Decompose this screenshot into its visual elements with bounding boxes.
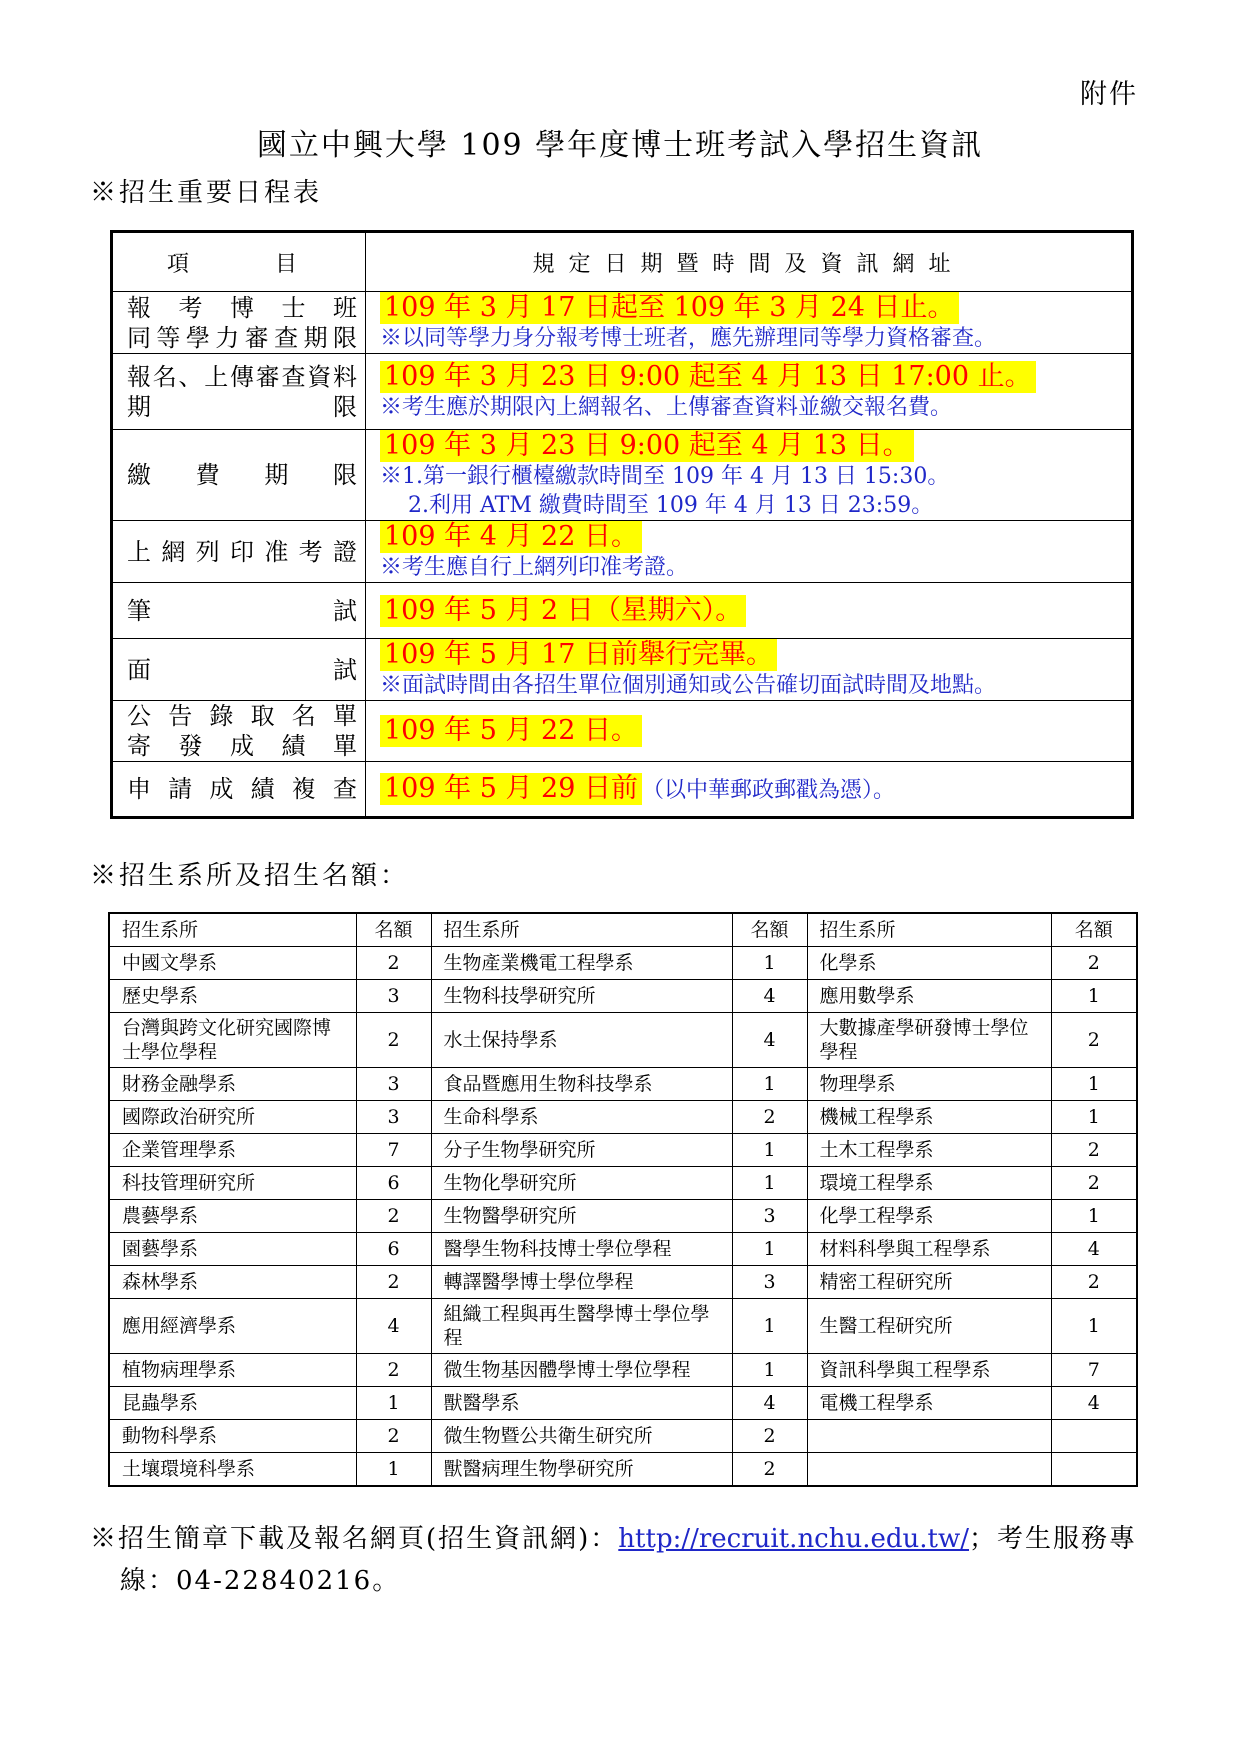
schedule-item [112, 430, 366, 521]
quota-dept: 土壤環境科學系 [109, 1453, 356, 1487]
schedule-item [112, 762, 366, 818]
schedule-item-line: 寄發成績單 [127, 732, 357, 760]
quota-dept: 生物科技學研究所 [431, 980, 732, 1013]
quota-heading: ※招生系所及招生名額： [90, 861, 410, 891]
quota-count: 4 [732, 1387, 807, 1420]
quota-dept: 財務金融學系 [109, 1068, 356, 1101]
quota-count: 1 [1051, 1068, 1137, 1101]
schedule-item-line: 面試 [127, 655, 357, 684]
quota-count: 2 [356, 1200, 431, 1233]
quota-dept: 應用經濟學系 [109, 1299, 356, 1354]
quota-count: 1 [732, 947, 807, 980]
schedule-item [112, 292, 366, 354]
quota-dept: 微生物基因體學博士學位學程 [431, 1354, 732, 1387]
quota-count: 1 [1051, 1299, 1137, 1354]
footer-prefix: ※招生簡章下載及報名網頁(招生資訊網)： [90, 1524, 619, 1554]
schedule-note: ※考生應自行上網列印准考證。 [380, 555, 689, 580]
quota-dept: 應用數學系 [807, 980, 1051, 1013]
quota-row [109, 1134, 1137, 1167]
schedule-date: 109 年 3 月 23 日 9:00 起至 4 月 13 日 17:00 止。 [380, 361, 1036, 393]
quota-count: 2 [1051, 947, 1137, 980]
schedule-note: 2.利用 ATM 繳費時間至 109 年 4 月 13 日 23:59。 [408, 493, 934, 518]
schedule-item [112, 521, 366, 583]
footer-hotline: 線：04-22840216。 [120, 1566, 401, 1596]
schedule-date-cell [366, 701, 1133, 762]
schedule-item-line: 申請成績複查 [127, 775, 357, 803]
quota-row [109, 1013, 1137, 1068]
schedule-note: ※考生應於期限內上網報名、上傳審查資料並繳交報名費。 [380, 395, 953, 420]
quota-dept: 材料科學與工程學系 [807, 1233, 1051, 1266]
quota-count: 2 [356, 947, 431, 980]
quota-dept: 物理學系 [807, 1068, 1051, 1101]
schedule-date-cell [366, 430, 1133, 521]
quota-count: 2 [1051, 1167, 1137, 1200]
schedule-row [112, 354, 1133, 430]
quota-header-row [109, 913, 1137, 947]
schedule-inline-note: （以中華郵政郵戳為憑）。 [641, 778, 895, 803]
schedule-date: 109 年 3 月 23 日 9:00 起至 4 月 13 日。 [380, 430, 914, 462]
schedule-item-line: 上網列印准考證 [127, 537, 357, 566]
quota-dept: 動物科學系 [109, 1420, 356, 1453]
quota-dept: 昆蟲學系 [109, 1387, 356, 1420]
quota-count: 2 [1051, 1013, 1137, 1068]
schedule-item-line: 報考博士班 [127, 293, 357, 322]
quota-dept: 轉譯醫學博士學位學程 [431, 1266, 732, 1299]
quota-table [108, 912, 1138, 1487]
quota-count: 2 [732, 1453, 807, 1487]
quota-count: 4 [1051, 1233, 1137, 1266]
schedule-date: 109 年 5 月 29 日前 [380, 773, 642, 805]
schedule-item-line: 期限 [127, 392, 357, 421]
recruit-link[interactable]: http://recruit.nchu.edu.tw/ [618, 1524, 970, 1554]
quota-count: 1 [732, 1299, 807, 1354]
schedule-row [112, 292, 1133, 354]
schedule-date-cell [366, 354, 1133, 430]
quota-dept: 歷史學系 [109, 980, 356, 1013]
quota-dept: 獸醫病理生物學研究所 [431, 1453, 732, 1487]
quota-dept: 大數據產學研發博士學位學程 [807, 1013, 1051, 1068]
quota-count: 2 [356, 1266, 431, 1299]
schedule-date-cell [366, 292, 1133, 354]
quota-col-dept: 招生系所 [431, 913, 732, 947]
quota-count: 3 [356, 1068, 431, 1101]
quota-count: 1 [732, 1134, 807, 1167]
schedule-item-line: 公告錄取名單 [127, 702, 357, 730]
quota-dept: 分子生物學研究所 [431, 1134, 732, 1167]
footer-info [90, 1518, 1150, 1602]
quota-dept: 資訊科學與工程學系 [807, 1354, 1051, 1387]
quota-col-dept: 招生系所 [807, 913, 1051, 947]
quota-dept: 生命科學系 [431, 1101, 732, 1134]
quota-col-count: 名額 [732, 913, 807, 947]
schedule-note: ※1.第一銀行櫃檯繳款時間至 109 年 4 月 13 日 15:30。 [380, 464, 950, 489]
quota-count: 6 [356, 1167, 431, 1200]
quota-row [109, 1299, 1137, 1354]
quota-row [109, 1233, 1137, 1266]
schedule-date: 109 年 5 月 17 日前舉行完畢。 [380, 639, 777, 671]
quota-dept: 化學系 [807, 947, 1051, 980]
schedule-item [112, 701, 366, 762]
quota-dept [807, 1453, 1051, 1487]
schedule-date-cell [366, 639, 1133, 701]
quota-count: 2 [732, 1420, 807, 1453]
quota-count: 2 [356, 1420, 431, 1453]
quota-dept: 生物產業機電工程學系 [431, 947, 732, 980]
quota-count: 1 [356, 1387, 431, 1420]
quota-row [109, 1200, 1137, 1233]
quota-dept: 化學工程學系 [807, 1200, 1051, 1233]
quota-row [109, 1068, 1137, 1101]
quota-dept [807, 1420, 1051, 1453]
quota-row [109, 980, 1137, 1013]
schedule-date: 109 年 5 月 22 日。 [380, 715, 642, 747]
schedule-table [110, 230, 1134, 819]
schedule-row [112, 762, 1133, 818]
quota-count: 1 [732, 1233, 807, 1266]
quota-dept: 企業管理學系 [109, 1134, 356, 1167]
quota-count: 4 [1051, 1387, 1137, 1420]
quota-row [109, 1420, 1137, 1453]
schedule-note: ※面試時間由各招生單位個別通知或公告確切面試時間及地點。 [380, 673, 997, 698]
quota-dept: 微生物暨公共衛生研究所 [431, 1420, 732, 1453]
quota-dept: 食品暨應用生物科技學系 [431, 1068, 732, 1101]
quota-dept: 台灣與跨文化研究國際博士學位學程 [109, 1013, 356, 1068]
quota-count: 1 [732, 1354, 807, 1387]
schedule-date: 109 年 5 月 2 日（星期六）。 [380, 595, 746, 627]
quota-dept: 生物化學研究所 [431, 1167, 732, 1200]
schedule-row [112, 701, 1133, 762]
schedule-item [112, 583, 366, 639]
quota-dept: 科技管理研究所 [109, 1167, 356, 1200]
quota-col-dept: 招生系所 [109, 913, 356, 947]
quota-row [109, 1354, 1137, 1387]
quota-count: 2 [356, 1354, 431, 1387]
quota-dept: 機械工程學系 [807, 1101, 1051, 1134]
quota-col-count: 名額 [1051, 913, 1137, 947]
quota-dept: 國際政治研究所 [109, 1101, 356, 1134]
quota-count: 2 [1051, 1134, 1137, 1167]
quota-count [1051, 1420, 1137, 1453]
page-title: 國立中興大學 109 學年度博士班考試入學招生資訊 [256, 128, 984, 163]
quota-count: 3 [732, 1200, 807, 1233]
quota-dept: 森林學系 [109, 1266, 356, 1299]
quota-count: 1 [1051, 1101, 1137, 1134]
quota-count: 7 [356, 1134, 431, 1167]
quota-row [109, 1453, 1137, 1487]
quota-row [109, 1266, 1137, 1299]
attachment-label: 附件 [1080, 79, 1138, 110]
quota-dept: 植物病理學系 [109, 1354, 356, 1387]
schedule-item [112, 354, 366, 430]
quota-row [109, 1167, 1137, 1200]
quota-count: 3 [732, 1266, 807, 1299]
schedule-item-line: 報名、上傳審查資料 [127, 362, 357, 391]
schedule-date-cell [366, 762, 1133, 818]
quota-dept: 環境工程學系 [807, 1167, 1051, 1200]
quota-dept: 生物醫學研究所 [431, 1200, 732, 1233]
schedule-row [112, 430, 1133, 521]
schedule-row [112, 521, 1133, 583]
quota-count: 2 [356, 1013, 431, 1068]
schedule-item-line: 繳費期限 [127, 461, 357, 489]
schedule-note: ※以同等學力身分報考博士班者，應先辦理同等學力資格審查。 [380, 326, 997, 351]
quota-dept: 組織工程與再生醫學博士學位學程 [431, 1299, 732, 1354]
quota-dept: 土木工程學系 [807, 1134, 1051, 1167]
quota-count: 4 [732, 980, 807, 1013]
quota-count: 2 [732, 1101, 807, 1134]
quota-count: 3 [356, 1101, 431, 1134]
quota-count: 6 [356, 1233, 431, 1266]
schedule-date-cell [366, 583, 1133, 639]
quota-count: 7 [1051, 1354, 1137, 1387]
quota-dept: 精密工程研究所 [807, 1266, 1051, 1299]
schedule-date: 109 年 4 月 22 日。 [380, 521, 642, 553]
schedule-col-date: 規定日期暨時間及資訊網址 [366, 232, 1133, 292]
quota-count: 4 [732, 1013, 807, 1068]
quota-dept: 醫學生物科技博士學位學程 [431, 1233, 732, 1266]
quota-count: 3 [356, 980, 431, 1013]
quota-dept: 水土保持學系 [431, 1013, 732, 1068]
schedule-heading: ※招生重要日程表 [90, 178, 323, 208]
footer-line-1 [90, 1518, 1150, 1560]
quota-row [109, 1387, 1137, 1420]
schedule-row [112, 639, 1133, 701]
quota-dept: 獸醫學系 [431, 1387, 732, 1420]
quota-dept: 園藝學系 [109, 1233, 356, 1266]
quota-count: 1 [1051, 1200, 1137, 1233]
quota-count: 2 [1051, 1266, 1137, 1299]
quota-row [109, 947, 1137, 980]
schedule-item-line: 筆試 [127, 596, 357, 625]
quota-dept: 中國文學系 [109, 947, 356, 980]
quota-row [109, 1101, 1137, 1134]
schedule-header-row [112, 232, 1133, 292]
quota-count: 1 [732, 1167, 807, 1200]
schedule-row [112, 583, 1133, 639]
schedule-item-line: 同等學力審查期限 [127, 323, 357, 352]
quota-count: 1 [356, 1453, 431, 1487]
schedule-date-cell [366, 521, 1133, 583]
quota-dept: 生醫工程研究所 [807, 1299, 1051, 1354]
quota-count: 1 [732, 1068, 807, 1101]
schedule-col-item: 項 目 [112, 232, 366, 292]
quota-count: 1 [1051, 980, 1137, 1013]
footer-suffix: ；考生服務專 [969, 1524, 1138, 1554]
quota-col-count: 名額 [356, 913, 431, 947]
schedule-item [112, 639, 366, 701]
quota-count [1051, 1453, 1137, 1487]
schedule-date: 109 年 3 月 17 日起至 109 年 3 月 24 日止。 [380, 292, 959, 324]
quota-dept: 農藝學系 [109, 1200, 356, 1233]
quota-count: 4 [356, 1299, 431, 1354]
quota-dept: 電機工程學系 [807, 1387, 1051, 1420]
